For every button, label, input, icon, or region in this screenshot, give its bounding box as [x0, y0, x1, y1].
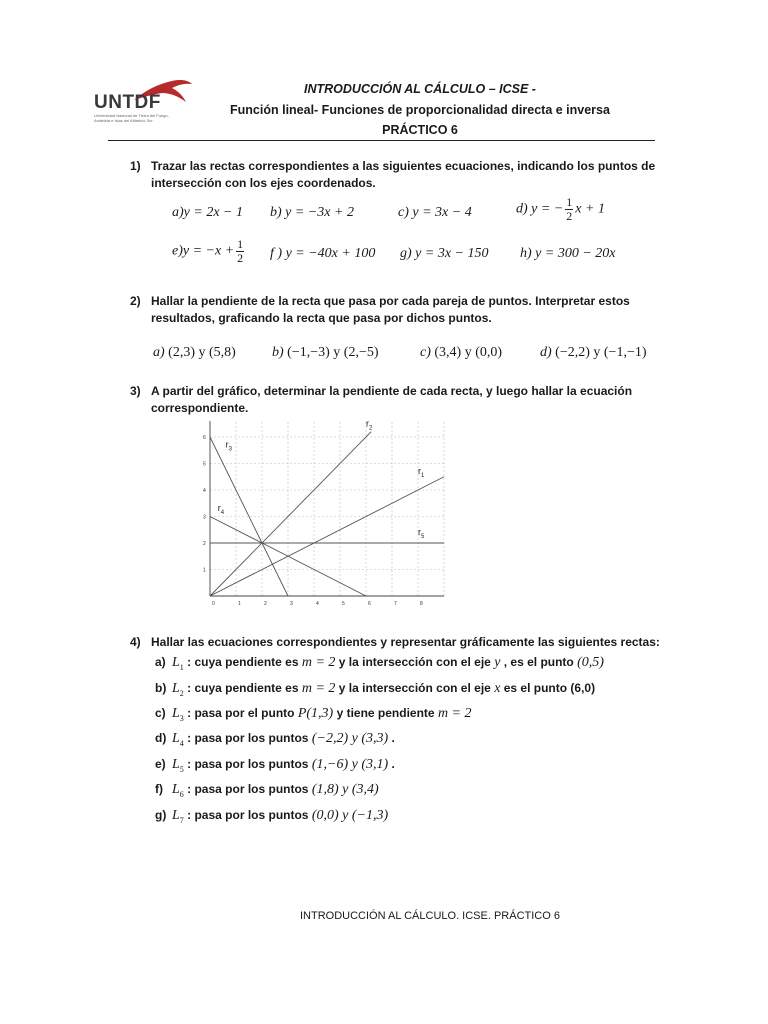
item-text: . [391, 731, 395, 745]
equation-label: a) [172, 205, 184, 220]
equation-label: d) [516, 201, 528, 217]
question-text [151, 158, 661, 192]
label-r1 [418, 466, 425, 479]
logo-subtitle-line: Antártida e Islas del Atlántico Sur [94, 118, 153, 123]
y-tick-label: 3 [203, 514, 206, 521]
label-r4 [218, 503, 225, 516]
equation-expr: y = 300 − 20x [535, 246, 616, 261]
label-subscript: 2 [369, 425, 373, 432]
item-text: : pasa por los puntos [187, 782, 309, 796]
math-expr [577, 655, 604, 670]
fraction-numerator: 1 [566, 195, 573, 209]
equation-e [172, 238, 246, 265]
math-text: (1,−6) y (3,1) [311, 757, 389, 772]
equation-label: e) [172, 243, 183, 259]
math-expr [312, 731, 388, 746]
question-text [151, 634, 661, 651]
line-name [172, 808, 184, 823]
math-text: P(1,3) [297, 706, 334, 721]
item-text: : cuya pendiente es [187, 655, 299, 669]
question-text-line: intersección con los ejes coordenados. [151, 176, 376, 190]
label-r5 [418, 527, 425, 540]
question-text [151, 383, 661, 417]
item-letter: c) [155, 706, 166, 720]
math-text: (−2,2) y (3,3) [311, 731, 389, 746]
label-subscript: 4 [220, 510, 225, 517]
question-number: 3) [130, 384, 141, 398]
line-letter: L [172, 706, 180, 721]
math-expr [438, 706, 472, 721]
line-subscript: 2 [179, 688, 184, 698]
pair-label: d) [540, 345, 552, 360]
page-footer [0, 910, 768, 922]
equation-expr: y = 3x − 150 [415, 246, 489, 261]
line-letter: L [172, 808, 180, 823]
math-text: x [494, 681, 501, 696]
pair-d [540, 345, 647, 361]
item-letter: g) [155, 808, 167, 822]
pair-text: (2,3) y (5,8) [168, 345, 236, 360]
x-tick-label: 3 [290, 601, 293, 607]
item-text: : pasa por los puntos [187, 757, 309, 771]
item-body [172, 782, 379, 799]
fraction-denominator: 2 [566, 209, 573, 223]
logo-subtitle [94, 113, 194, 123]
equation-expr: y = − [531, 201, 564, 217]
item-body [172, 757, 395, 774]
equation-h [520, 246, 616, 262]
logo-subtitle-line: Universidad Nacional de Tierra del Fuego, [94, 113, 169, 118]
untdf-logo [94, 78, 194, 126]
x-tick-label: 1 [238, 601, 241, 607]
equation-f [270, 246, 375, 262]
x-tick-label: 8 [420, 601, 423, 607]
item-body [172, 731, 395, 748]
question-text-line: resultados, graficando la recta que pasa por dichos puntos. [151, 311, 492, 325]
item-text: y la intersección con el eje [338, 655, 491, 669]
equation-g [400, 246, 489, 262]
item-letter: e) [155, 757, 166, 771]
math-text: (0,0) y (−1,3) [311, 808, 389, 823]
item-letter: d) [155, 731, 167, 745]
equation-expr: y = −40x + 100 [285, 246, 376, 261]
fraction [236, 238, 244, 265]
lines-graph [198, 418, 446, 610]
line-name [172, 681, 184, 696]
line-subscript: 4 [179, 738, 184, 748]
line-letter: L [172, 757, 180, 772]
line-r1 [210, 477, 444, 596]
equation-label: b) [270, 205, 282, 220]
practice-number: PRÁCTICO 6 [382, 123, 458, 137]
line-subscript: 6 [179, 789, 184, 799]
page-subtitle: Función lineal- Funciones de proporcionalidad directa e inversa [230, 103, 610, 117]
math-text: m = 2 [301, 655, 336, 670]
line-name [172, 757, 184, 772]
question-text-line: Hallar la pendiente de la recta que pasa por cada pareja de puntos. Interpretar estos [151, 294, 630, 308]
math-expr [302, 655, 336, 670]
item-body [172, 808, 388, 825]
question-text-line: correspondiente. [151, 401, 249, 415]
x-tick-label: 4 [316, 601, 319, 607]
equation-a [172, 205, 243, 221]
line-name [172, 655, 184, 670]
item-letter: b) [155, 681, 167, 695]
item-text: : pasa por los puntos [187, 731, 309, 745]
question-number: 4) [130, 635, 141, 649]
line-r3 [210, 437, 288, 596]
line-name [172, 706, 184, 721]
math-expr [312, 757, 388, 772]
x-tick-label: 6 [368, 601, 371, 607]
item-text: es el punto (6,0) [503, 681, 596, 695]
line-letter: L [172, 782, 180, 797]
math-expr [298, 706, 333, 721]
item-text: : cuya pendiente es [187, 681, 299, 695]
math-text: (1,8) y (3,4) [311, 782, 379, 797]
pair-c [420, 345, 502, 361]
equation-expr: y = 3x − 4 [412, 205, 472, 220]
math-text: m = 2 [437, 706, 472, 721]
equation-label: g) [400, 246, 412, 261]
pair-text: (3,4) y (0,0) [434, 345, 503, 360]
item-text: . [391, 757, 395, 771]
equation-d [516, 196, 605, 223]
math-expr [494, 681, 500, 696]
line-subscript: 5 [179, 764, 184, 774]
math-expr [312, 782, 379, 797]
x-tick-label: 5 [342, 601, 345, 607]
label-letter: r [418, 527, 421, 538]
line-letter: L [172, 681, 180, 696]
line-letter: L [172, 731, 180, 746]
line-subscript: 3 [179, 713, 184, 723]
x-tick-label: 2 [264, 601, 267, 607]
item-text: , es el punto [503, 655, 574, 669]
header-divider [108, 140, 655, 141]
math-text: y [494, 655, 501, 670]
item-text: y tiene pendiente [336, 706, 435, 720]
fraction-numerator: 1 [237, 237, 244, 251]
line-name [172, 731, 184, 746]
line-subscript: 7 [179, 815, 184, 825]
label-letter: r [225, 439, 229, 450]
logo-wordmark: UNTDF [94, 92, 161, 113]
equation-label: f ) [270, 246, 283, 261]
equation-label: h) [520, 246, 532, 261]
math-text: m = 2 [301, 681, 336, 696]
item-text: : pasa por los puntos [187, 808, 309, 822]
item-letter: a) [155, 655, 166, 669]
pair-text: (−1,−3) y (2,−5) [287, 345, 379, 360]
y-tick-label: 4 [203, 488, 206, 494]
footer-text: INTRODUCCIÓN AL CÁLCULO. ICSE. PRÁCTICO 6 [300, 910, 560, 922]
question-text-line: A partir del gráfico, determinar la pendiente de cada recta, y luego hallar la ecuación [151, 384, 633, 398]
fraction [565, 196, 573, 223]
math-text: (0,5) [577, 655, 604, 670]
x-tick-label: 7 [394, 601, 397, 607]
y-tick-label: 1 [203, 567, 206, 574]
line-subscript: 1 [179, 662, 184, 672]
question-text-line: Hallar las ecuaciones correspondientes y representar gráficamente las siguientes rectas: [151, 635, 660, 649]
label-subscript: 5 [421, 534, 425, 541]
y-tick-label: 5 [203, 461, 206, 468]
fraction-denominator: 2 [237, 251, 244, 265]
question-number: 1) [130, 159, 141, 173]
equation-expr: y = −3x + 2 [285, 205, 354, 220]
label-r3 [226, 440, 233, 453]
item-letter: f) [155, 782, 163, 796]
y-tick-label: 2 [203, 541, 206, 547]
question-text [151, 293, 661, 327]
math-expr [302, 681, 336, 696]
line-r2 [210, 432, 371, 596]
pair-label: b) [272, 345, 284, 360]
pair-label: c) [420, 345, 431, 360]
equation-label: c) [398, 205, 409, 220]
equation-expr: y = 2x − 1 [183, 205, 243, 220]
pair-b [272, 345, 379, 361]
line-letter: L [172, 655, 180, 670]
page-title: INTRODUCCIÓN AL CÁLCULO – ICSE - [304, 82, 536, 96]
item-body [172, 681, 595, 698]
label-subscript: 1 [421, 473, 425, 480]
item-body [172, 655, 604, 672]
question-text-line: Trazar las rectas correspondientes a las siguientes ecuaciones, indicando los puntos de [151, 159, 656, 173]
math-expr [494, 655, 500, 670]
math-expr [312, 808, 388, 823]
equation-b [270, 205, 354, 221]
item-text: y la intersección con el eje [338, 681, 491, 695]
label-letter: r [366, 418, 369, 429]
label-r2 [366, 418, 373, 431]
label-letter: r [418, 466, 421, 477]
item-body [172, 706, 472, 723]
question-number: 2) [130, 294, 141, 308]
equation-expr: y = −x + [182, 243, 235, 259]
item-text: : pasa por el punto [187, 706, 295, 720]
pair-label: a) [153, 345, 165, 360]
x-tick-label: 0 [212, 601, 215, 607]
line-name [172, 782, 184, 797]
y-tick-label: 6 [203, 435, 206, 441]
label-letter: r [217, 503, 221, 514]
equation-expr: x + 1 [575, 201, 605, 217]
label-subscript: 3 [228, 446, 232, 453]
equation-c [398, 205, 472, 221]
pair-a [153, 345, 236, 361]
pair-text: (−2,2) y (−1,−1) [555, 345, 647, 360]
